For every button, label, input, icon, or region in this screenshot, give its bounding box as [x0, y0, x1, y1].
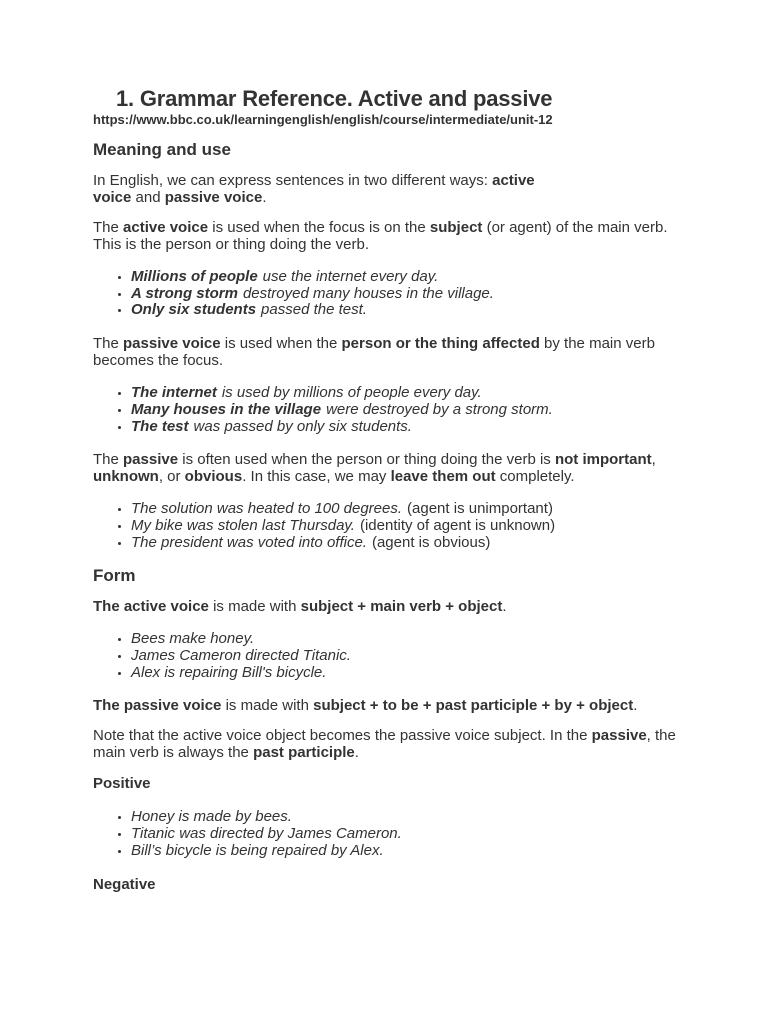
active-form-examples-list	[93, 631, 693, 681]
agent-examples-list	[93, 501, 693, 551]
list-item: • Bees make honey.	[131, 631, 693, 648]
list-item: • A strong storm destroyed many houses in the village.	[131, 286, 693, 303]
subheading-negative: Negative	[93, 875, 156, 893]
page-title: 1. Grammar Reference. Active and passive	[116, 86, 553, 111]
list-item: • Titanic was directed by James Cameron.	[131, 826, 693, 843]
paragraph-passive-form: The passive voice is made with subject + to be + past participle + by + object.	[93, 697, 638, 715]
list-item: • My bike was stolen last Thursday. (identity of agent is unknown)	[131, 518, 693, 535]
paragraph-active-form: The active voice is made with subject + main verb + object.	[93, 598, 507, 616]
list-item: • The solution was heated to 100 degrees. (agent is unimportant)	[131, 501, 693, 518]
list-item: • Honey is made by bees.	[131, 809, 693, 826]
positive-examples-list	[93, 809, 693, 859]
paragraph-agent-omitted: The passive is often used when the person or thing doing the verb is not important, unknown, or obvious. In this case, we may leave them out completely.	[93, 451, 656, 486]
list-item: • Millions of people use the internet every day.	[131, 269, 693, 286]
source-url: https://www.bbc.co.uk/learningenglish/english/course/intermediate/unit-12	[93, 112, 553, 127]
list-item: • Only six students passed the test.	[131, 302, 693, 319]
list-item: • Many houses in the village were destroyed by a strong storm.	[131, 402, 693, 419]
active-examples-list	[93, 269, 693, 319]
section-heading-meaning: Meaning and use	[93, 140, 231, 159]
paragraph-passive-voice: The passive voice is used when the person or the thing affected by the main verb becomes the focus.	[93, 335, 655, 370]
subheading-positive: Positive	[93, 775, 151, 793]
list-item: • Bill’s bicycle is being repaired by Alex.	[131, 843, 693, 860]
passive-examples-list	[93, 385, 693, 435]
list-item: • The president was voted into office. (agent is obvious)	[131, 535, 693, 552]
list-item: • Alex is repairing Bill's bicycle.	[131, 665, 693, 682]
paragraph-active-voice: The active voice is used when the focus is on the subject (or agent) of the main verb. This is the person or thing doing the verb.	[93, 219, 668, 253]
list-item: • The test was passed by only six students.	[131, 419, 693, 436]
list-item: • The internet is used by millions of people every day.	[131, 385, 693, 402]
paragraph-two-ways: In English, we can express sentences in two different ways: active voice and passive voice.	[93, 172, 535, 206]
document-body	[93, 140, 693, 893]
list-item: • James Cameron directed Titanic.	[131, 648, 693, 665]
section-heading-form: Form	[93, 566, 136, 586]
paragraph-participle-note: Note that the active voice object becomes the passive voice subject. In the passive, the main verb is always the past participle.	[93, 727, 676, 762]
